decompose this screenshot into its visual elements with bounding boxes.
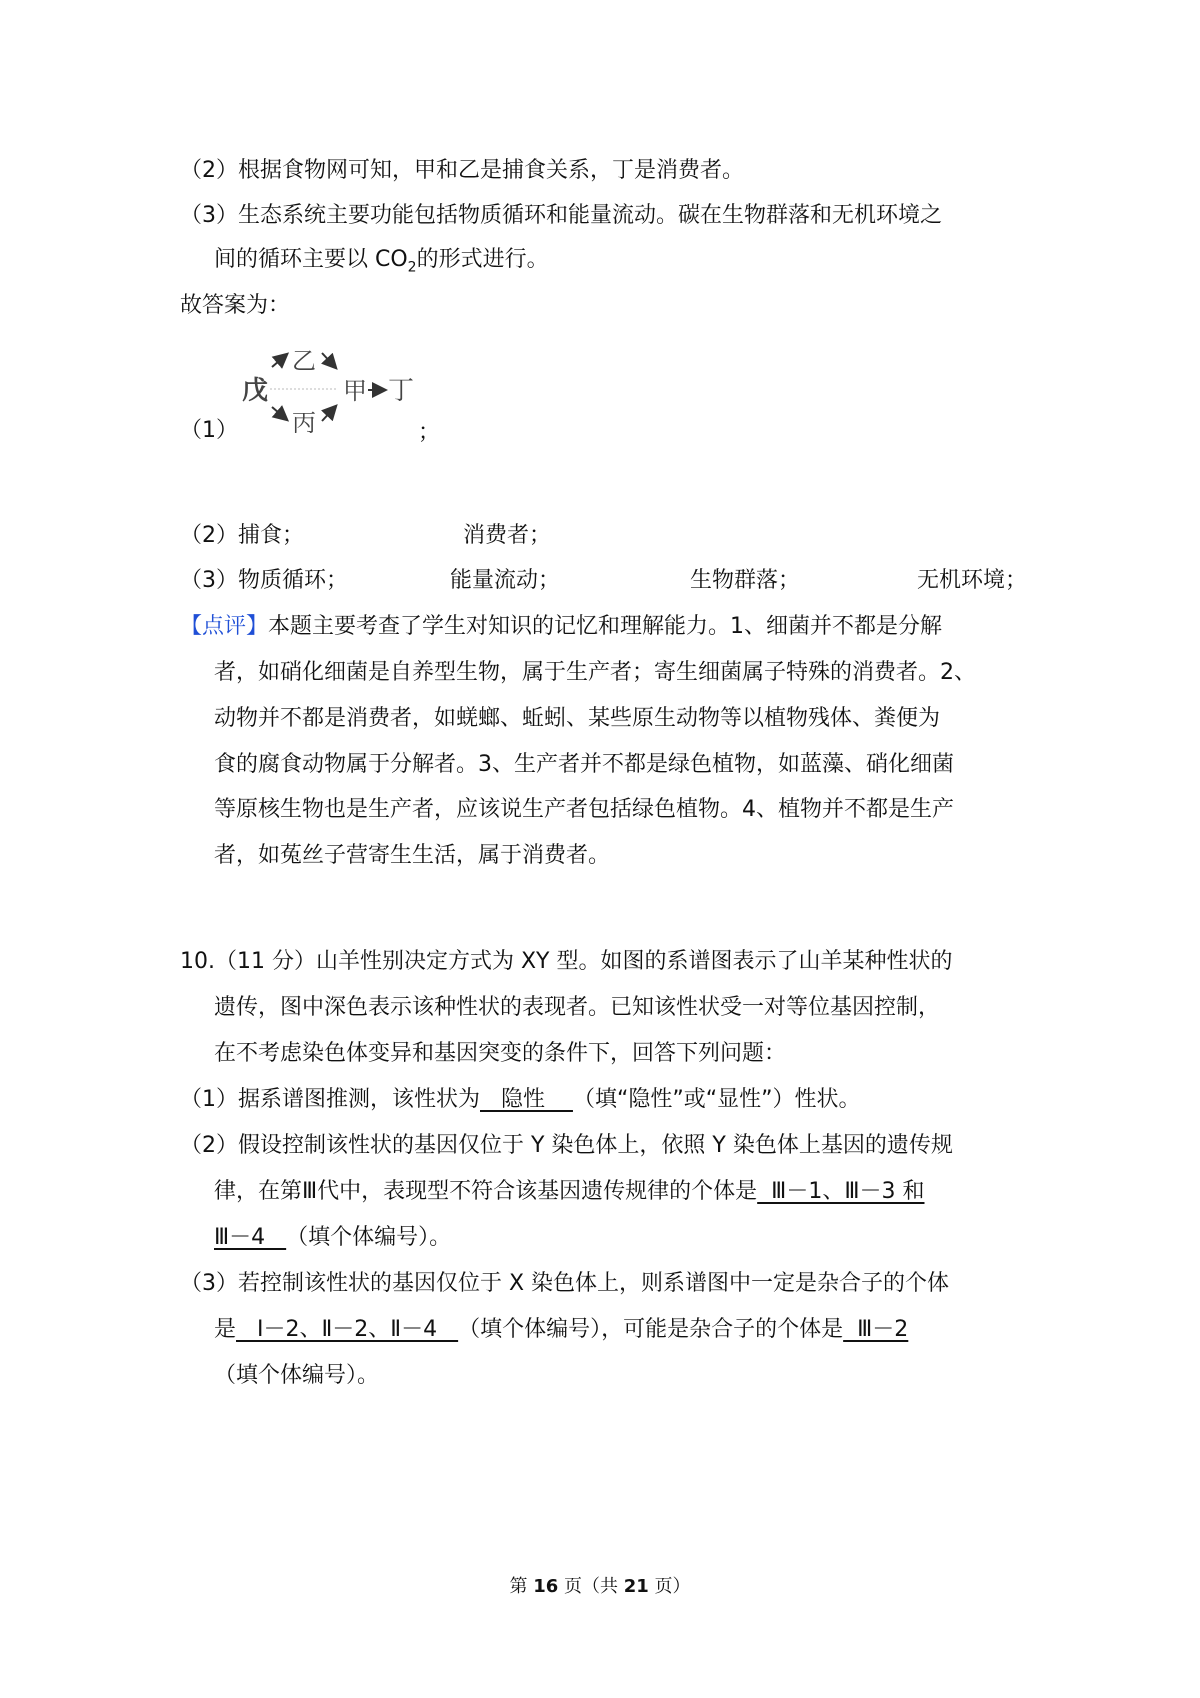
footer-page-number: 16 [533,1576,559,1597]
review-line1-text: 本题主要考查了学生对知识的记忆和理解能力。1、细菌并不都是分解 [268,614,943,639]
arrow-wu-bing [272,407,286,419]
co2-subscript: 2 [407,259,417,276]
answer-intro: 故答案为： [180,293,291,318]
q10-sub1-post: （填“隐性”或“显性”）性状。 [572,1087,861,1112]
q10-sub3-line2 [214,1315,908,1345]
footer-post: 页） [648,1576,691,1597]
q10-sub2-answer-b: Ⅲ－4 [214,1225,287,1250]
node-wu: 戊 [242,376,269,406]
review-line3: 动物并不都是消费者，如蜣螂、蚯蚓、某些原生动物等以植物残体、粪便为 [214,706,941,731]
page-footer [0,1572,1200,1598]
food-web-svg [240,343,420,433]
review-line2: 者，如硝化细菌是自养型生物，属于生产者；寄生细菌属子特殊的消费者。2、 [214,660,976,685]
q10-line1: 10.（11 分）山羊性别决定方式为 XY 型。如图的系谱图表示了山羊某种性状的 [180,949,953,974]
q10-line3: 在不考虑染色体变异和基因突变的条件下，回答下列问题： [214,1041,787,1066]
answer-3-community: 生物群落； [690,568,801,593]
explanation-p3-line2 [214,245,549,282]
answer-2-predation: （2）捕食； [180,523,304,548]
node-yi: 乙 [292,347,316,375]
q10-sub3-mid: （填个体编号），可能是杂合子的个体是 [458,1317,844,1342]
node-jia: 甲 [343,377,367,405]
arrow-yi-jia [322,353,335,367]
explanation-p2: （2）根据食物网可知，甲和乙是捕食关系，丁是消费者。 [180,158,744,183]
q10-sub3-line1: （3）若控制该性状的基因仅位于 X 染色体上，则系谱图中一定是杂合子的个体 [180,1271,950,1296]
answer-2-consumer: 消费者； [463,523,552,548]
q10-sub2-line2-pre: 律，在第Ⅲ代中，表现型不符合该基因遗传规律的个体是 [214,1179,758,1204]
q10-sub3-answer1: Ⅰ－2、Ⅱ－2、Ⅱ－4 [236,1317,459,1342]
footer-total-pages: 21 [623,1576,649,1597]
answer-3-abiotic-env: 无机环境； [917,568,1028,593]
q10-sub1-answer: 隐性 [480,1087,573,1112]
q10-sub2-line3 [214,1223,451,1253]
q10-line2: 遗传，图中深色表示该种性状的表现者。已知该性状受一对等位基因控制， [214,995,941,1020]
node-ding: 丁 [388,376,415,406]
explanation-p3-line1: （3）生态系统主要功能包括物质循环和能量流动。碳在生物群落和无机环境之 [180,203,942,228]
review-line4: 食的腐食动物属于分解者。3、生产者并不都是绿色植物，如蓝藻、硝化细菌 [214,752,954,777]
arrow-bing-jia [322,407,335,421]
explanation-p3-line2-post: 的形式进行。 [416,247,549,272]
answer-3-material-cycle: （3）物质循环； [180,568,348,593]
q10-sub2-line2 [214,1177,924,1207]
review-line5: 等原核生物也是生产者，应该说生产者包括绿色植物。4、植物并不都是生产 [214,797,954,822]
food-web-end-mark: ； [418,420,441,445]
footer-pre: 第 [509,1576,534,1597]
node-bing: 丙 [292,409,316,433]
review-tag: 【点评】 [180,614,269,639]
food-web-diagram [240,343,420,437]
review-line6: 者，如菟丝子营寄生生活，属于消费者。 [214,843,611,868]
q10-sub3-line3: （填个体编号）。 [214,1363,380,1388]
q10-sub3-answer2: Ⅲ－2 [843,1317,909,1342]
arrow-wu-yi [272,355,286,367]
q10-sub3-pre: 是 [214,1317,237,1342]
q10-sub2-post: （填个体编号）。 [286,1225,452,1250]
q10-sub2-line1: （2）假设控制该性状的基因仅位于 Y 染色体上，依照 Y 染色体上基因的遗传规 [180,1133,953,1158]
footer-mid: 页（共 [558,1576,624,1597]
q10-sub1-pre: （1）据系谱图推测，该性状为 [180,1087,480,1112]
food-web-label: （1） [180,418,238,443]
q10-sub2-answer-a: Ⅲ－1、Ⅲ－3 和 [757,1179,925,1204]
explanation-p3-line2-pre: 间的循环主要以 CO [214,247,408,272]
answer-3-energy-flow: 能量流动； [450,568,561,593]
q10-sub1 [180,1085,861,1115]
review-line1 [180,612,942,642]
